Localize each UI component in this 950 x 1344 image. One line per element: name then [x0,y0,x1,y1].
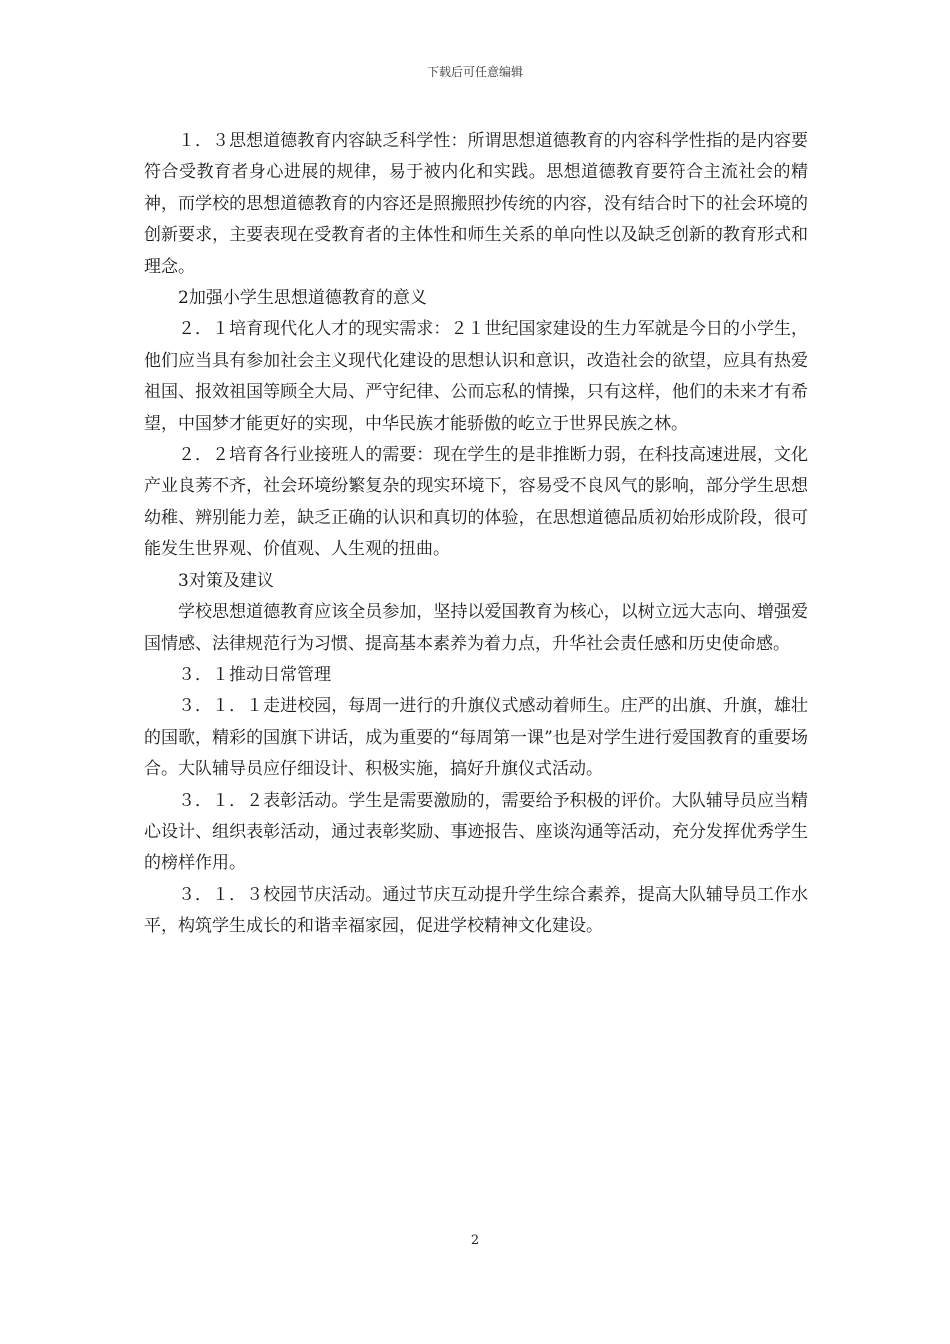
paragraph-3-1-1-flag-ceremony: ３．１．１走进校园，每周一进行的升旗仪式感动着师生。庄严的出旗、升旗，雄壮的国歌，精彩的国旗下讲话，成为重要的“每周第一课”也是对学生进行爱国教育的重要场合。大队辅导员应仔细设计、积极实施，搞好升旗仪式活动。 [144,696,808,780]
page-header: 下载后可任意编辑 [426,65,523,79]
document-body [144,126,808,943]
paragraph-1-3-content-science: １．３思想道德教育内容缺乏科学性：所谓思想道德教育的内容科学性指的是内容要符合受教育者身心进展的规律，易于被内化和实践。思想道德教育要符合主流社会的精神，而学校的思想道德教育的内容还是照搬照抄传统的内容，没有结合时下的社会环境的创新要求，主要表现在受教育者的主体性和师生关系的单向性以及缺乏创新的教育形式和理念。 [144,131,808,277]
page-number: 2 [470,1233,480,1248]
paragraph-2-1-talent-demand: ２．１培育现代化人才的现实需求：２１世纪国家建设的生力军就是今日的小学生，他们应当具有参加社会主义现代化建设的思想认识和意识，改造社会的欲望，应具有热爱祖国、报效祖国等顾全大局、严守纪律、公而忘私的情操，只有这样，他们的未来才有希望，中国梦才能更好的实现，中华民族才能骄傲的屹立于世界民族之林。 [144,319,808,434]
paragraph-2-2-successor-needs: ２．２培育各行业接班人的需要：现在学生的是非推断力弱，在科技高速进展，文化产业良莠不齐，社会环境纷繁复杂的现实环境下，容易受不良风气的影响，部分学生思想幼稚、辨别能力差，缺乏正确的认识和真切的体验，在思想道德品质初始形成阶段，很可能发生世界观、价值观、人生观的扭曲。 [144,445,808,560]
paragraph-3-1-2-commendation: ３．１．２表彰活动。学生是需要激励的，需要给予积极的评价。大队辅导员应当精心设计、组织表彰活动，通过表彰奖励、事迹报告、座谈沟通等活动，充分发挥优秀学生的榜样作用。 [144,790,808,874]
heading-3-countermeasures: 3对策及建议 [178,570,274,591]
heading-2-significance: 2加强小学生思想道德教育的意义 [178,288,427,309]
heading-3-1-daily-management: ３．１推动日常管理 [178,664,331,685]
paragraph-countermeasures-intro: 学校思想道德教育应该全员参加，坚持以爱国教育为核心，以树立远大志向、增强爱国情感、法律规范行为习惯、提高基本素养为着力点，升华社会责任感和历史使命感。 [144,602,808,654]
paragraph-3-1-3-festival-activities: ３．１．３校园节庆活动。通过节庆互动提升学生综合素养，提高大队辅导员工作水平，构筑学生成长的和谐幸福家园，促进学校精神文化建设。 [144,884,808,937]
